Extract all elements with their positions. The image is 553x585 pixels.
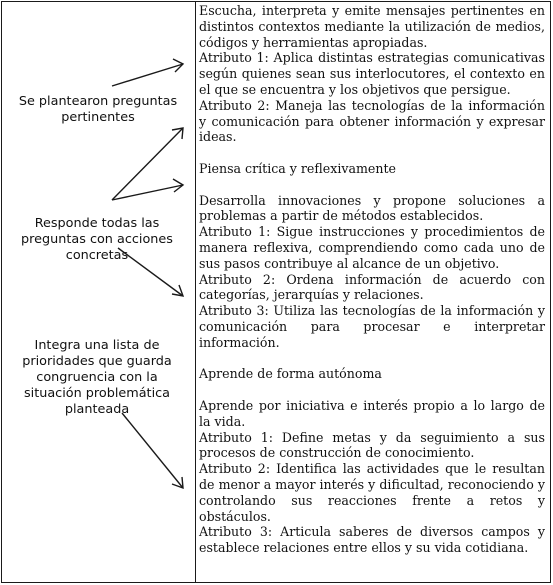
block-1-attribute-1: Atributo 1: Aplica distintas estrategias comunicativas según quienes sean sus interlocutores, el contexto en el que se encuentra y los objetivos que persigue.	[199, 50, 545, 97]
arrow-line-1	[112, 64, 183, 86]
block-3-attribute-1: Atributo 1: Define metas y da seguimiento a sus procesos de construcción de conocimiento.	[199, 429, 545, 461]
block-2-attribute-1: Atributo 1: Sigue instrucciones y procedimientos de manera reflexiva, comprendiendo como cada uno de sus pasos contribuye al alcance de un objetivo.	[199, 224, 545, 271]
competencies-text	[199, 3, 545, 556]
arrow-line-4	[118, 248, 183, 296]
block-2-attribute-2: Atributo 2: Ordena información de acuerdo con categorías, jerarquías y relaciones.	[199, 271, 545, 303]
spacer	[199, 351, 545, 367]
heading-aprende-autonoma: Aprende de forma autónoma	[199, 366, 382, 382]
block-2-intro: Desarrolla innovaciones y propone soluciones a problemas a partir de métodos establecidos.	[199, 192, 545, 224]
block-3-intro: Aprende por iniciativa e interés propio a lo largo de la vida.	[199, 397, 545, 429]
spacer	[199, 382, 545, 398]
arrow-line-5	[122, 413, 183, 488]
block-2-attribute-3: Atributo 3: Utiliza las tecnologías de la información y comunicación para procesar e interpretar información.	[199, 303, 545, 350]
heading-piensa-critica: Piensa crítica y reflexivamente	[199, 160, 397, 176]
block-3-attribute-2: Atributo 2: Identifica las actividades que le resultan de menor a mayor interés y dificultad, reconociendo y controlando sus reacciones frente a retos y obstáculos.	[199, 461, 545, 524]
block-1-intro: Escucha, interpreta y emite mensajes pertinentes en distintos contextos mediante la utilización de medios, códigos y herramientas apropiadas.	[199, 3, 545, 50]
spacer	[199, 145, 545, 161]
left-label-lista-prioridades: Integra una lista de prioridades que guarda congruencia con la situación problemática planteada	[22, 338, 172, 417]
block-1-attribute-2: Atributo 2: Maneja las tecnologías de la información y comunicación para obtener información y expresar ideas.	[199, 97, 545, 145]
arrow-line-3	[112, 185, 183, 200]
arrow-line-2	[112, 128, 183, 200]
block-3-attribute-3: Atributo 3: Articula saberes de diversos campos y establece relaciones entre ellos y su vida cotidiana.	[199, 524, 545, 556]
left-label-preguntas-pertinentes: Se plantearon preguntas pertinentes	[18, 94, 178, 125]
left-label-responde-preguntas: Responde todas las preguntas con acciones concretas	[21, 216, 173, 263]
spacer	[199, 177, 545, 193]
